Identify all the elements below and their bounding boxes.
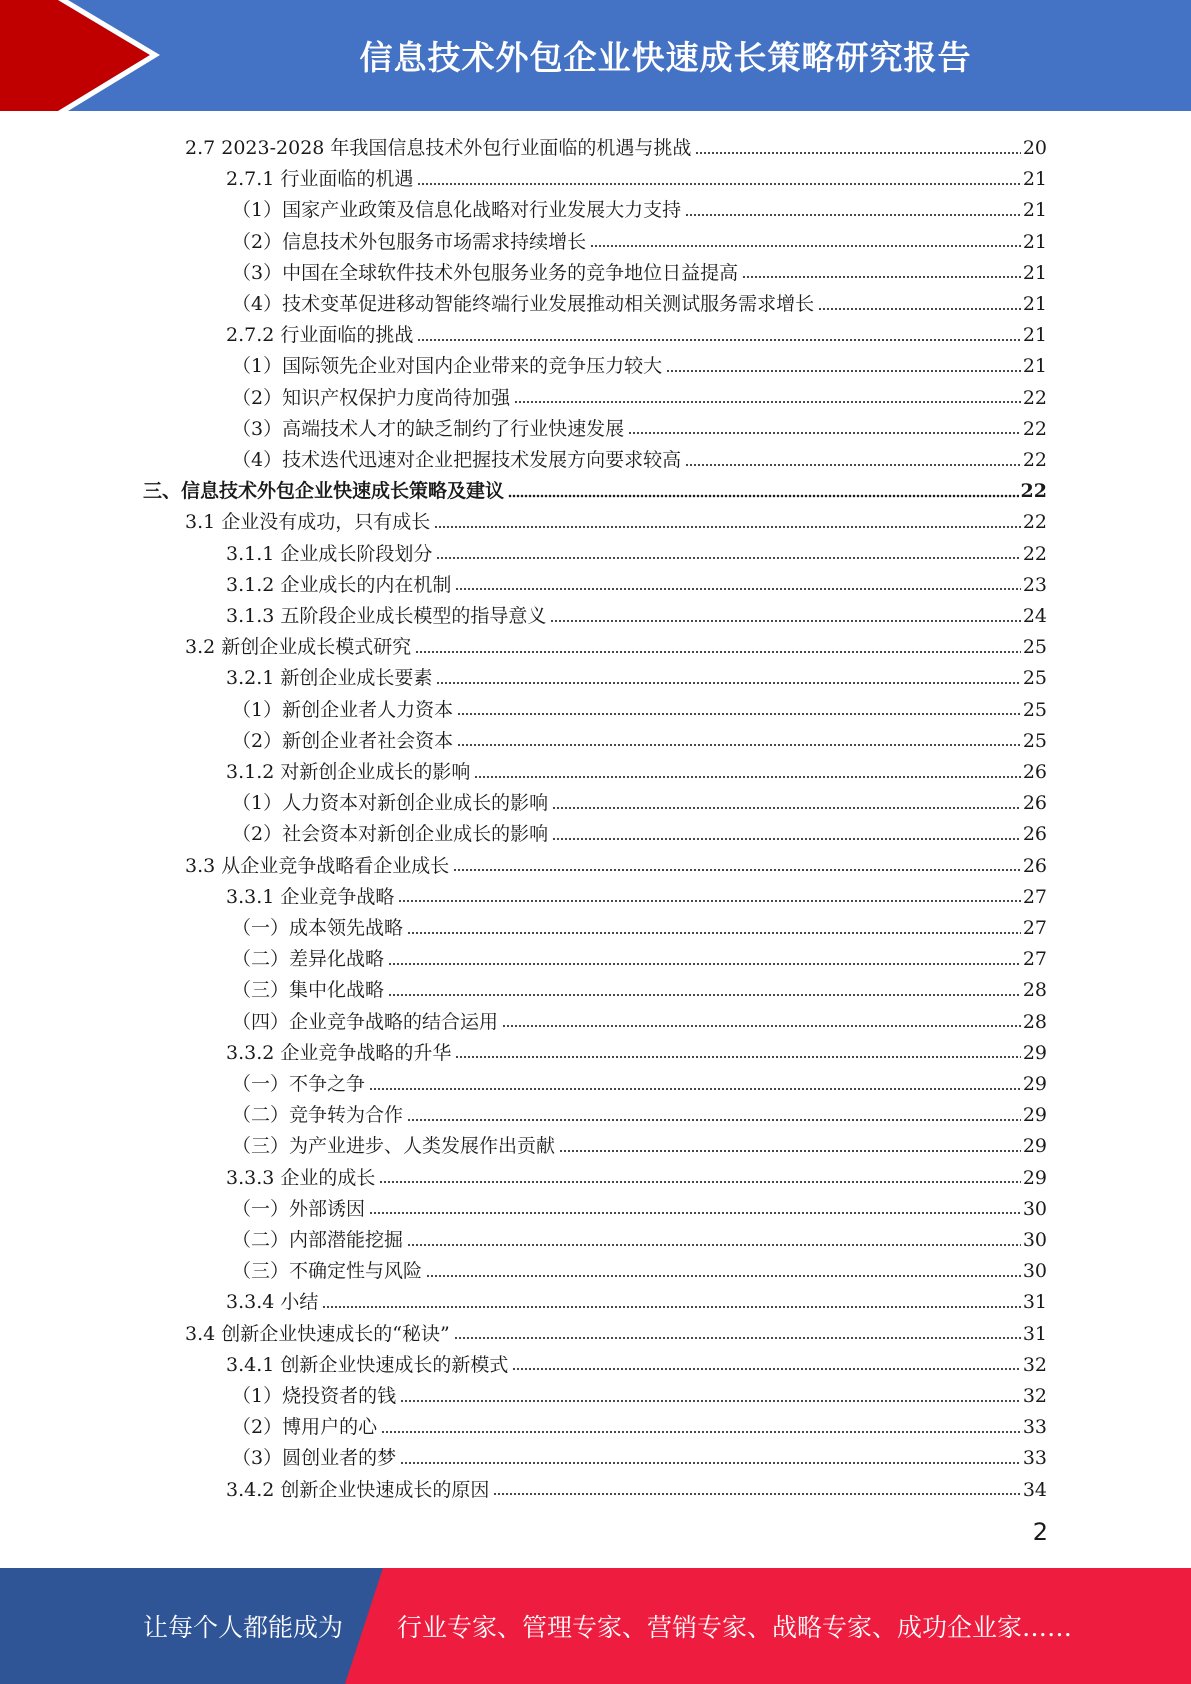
toc-entry[interactable] xyxy=(232,410,1047,441)
toc-entry-label: 3.3 从企业竞争战略看企业成长 xyxy=(185,854,450,877)
toc-dot-leader xyxy=(417,181,1020,186)
toc-dot-leader xyxy=(493,1492,1020,1497)
toc-entry-label: 三、信息技术外包企业快速成长策略及建议 xyxy=(143,480,505,503)
toc-entry-label: 3.3.1 企业竞争战略 xyxy=(226,885,395,908)
toc-dot-leader xyxy=(742,275,1021,280)
toc-entry-page: 21 xyxy=(1022,261,1047,284)
toc-entry-label: （三）为产业进步、人类发展作出贡献 xyxy=(232,1135,556,1158)
toc-dot-leader xyxy=(407,930,1021,935)
toc-entry[interactable] xyxy=(232,691,1047,722)
toc-dot-leader xyxy=(379,1180,1020,1185)
toc-entry[interactable] xyxy=(226,1159,1047,1190)
toc-dot-leader xyxy=(398,899,1020,904)
toc-entry-page: 24 xyxy=(1022,605,1047,627)
toc-entry-page: 31 xyxy=(1022,1322,1047,1345)
toc-entry-page: 21 xyxy=(1022,324,1047,347)
toc-entry-page: 28 xyxy=(1022,979,1047,1002)
toc-entry[interactable] xyxy=(232,1065,1047,1096)
toc-entry-page: 21 xyxy=(1022,230,1047,253)
red-chevron-shape xyxy=(0,0,150,111)
toc-entry[interactable] xyxy=(226,1346,1047,1377)
toc-entry-label: 3.1.2 企业成长的内在机制 xyxy=(226,573,452,596)
toc-entry-label: （2）信息技术外包服务市场需求持续增长 xyxy=(232,230,587,253)
toc-dot-leader xyxy=(502,1024,1021,1029)
toc-dot-leader xyxy=(685,462,1021,467)
toc-dot-leader xyxy=(369,1211,1021,1216)
toc-entry[interactable] xyxy=(232,1003,1047,1034)
toc-entry[interactable] xyxy=(232,1127,1047,1158)
toc-entry-page: 25 xyxy=(1022,636,1047,659)
toc-entry[interactable] xyxy=(143,472,1047,503)
toc-entry-label: （一）外部诱因 xyxy=(232,1197,366,1220)
toc-entry-label: （3）圆创业者的梦 xyxy=(232,1447,397,1470)
toc-dot-leader xyxy=(628,431,1021,436)
toc-entry[interactable] xyxy=(226,878,1047,909)
toc-entry-label: 3.3.2 企业竞争战略的升华 xyxy=(226,1041,452,1064)
toc-entry[interactable] xyxy=(232,722,1047,753)
toc-entry[interactable] xyxy=(185,129,1047,160)
toc-dot-leader xyxy=(426,1273,1021,1278)
toc-dot-leader xyxy=(407,1242,1021,1247)
toc-dot-leader xyxy=(388,992,1021,997)
toc-entry-label: （1）人力资本对新创企业成长的影响 xyxy=(232,792,549,815)
page-number: 2 xyxy=(1032,1518,1048,1546)
toc-entry-page: 31 xyxy=(1022,1291,1047,1314)
toc-entry-page: 32 xyxy=(1022,1353,1047,1376)
toc-entry[interactable] xyxy=(226,597,1047,628)
toc-entry-label: 3.2 新创企业成长模式研究 xyxy=(185,636,412,659)
toc-entry-page: 32 xyxy=(1022,1385,1047,1407)
toc-entry-label: （一）成本领先战略 xyxy=(232,917,404,939)
toc-dot-leader xyxy=(512,1367,1020,1372)
toc-entry-page: 33 xyxy=(1022,1416,1047,1439)
toc-entry[interactable] xyxy=(226,1034,1047,1065)
toc-entry-page: 29 xyxy=(1022,1073,1047,1095)
toc-entry-page: 30 xyxy=(1022,1229,1047,1251)
toc-entry-label: （一）不争之争 xyxy=(232,1073,366,1095)
toc-entry-page: 25 xyxy=(1022,698,1047,721)
toc-entry-label: （二）差异化战略 xyxy=(232,948,385,971)
toc-entry-label: 3.2.1 新创企业成长要素 xyxy=(226,667,433,690)
toc-dot-leader xyxy=(415,649,1021,654)
toc-entry[interactable] xyxy=(232,784,1047,815)
toc-entry-page: 33 xyxy=(1022,1447,1047,1470)
toc-dot-leader xyxy=(559,1148,1021,1153)
toc-dot-leader xyxy=(322,1304,1020,1309)
toc-dot-leader xyxy=(666,368,1021,373)
toc-entry-page: 29 xyxy=(1022,1166,1047,1189)
toc-entry[interactable] xyxy=(185,503,1047,534)
toc-entry-page: 21 xyxy=(1022,168,1047,191)
toc-dot-leader xyxy=(381,1429,1021,1434)
toc-dot-leader xyxy=(369,1086,1021,1091)
toc-dot-leader xyxy=(590,244,1021,249)
toc-entry-page: 27 xyxy=(1022,948,1047,971)
toc-dot-leader xyxy=(818,306,1021,311)
toc-entry-page: 20 xyxy=(1022,137,1047,159)
toc-dot-leader xyxy=(400,1398,1021,1403)
toc-entry-page: 21 xyxy=(1022,355,1047,378)
toc-entry[interactable] xyxy=(226,316,1047,347)
toc-entry[interactable] xyxy=(226,753,1047,784)
toc-entry-label: （4）技术变革促进移动智能终端行业发展推动相关测试服务需求增长 xyxy=(232,293,815,315)
toc-entry[interactable] xyxy=(226,1471,1047,1502)
toc-entry-page: 26 xyxy=(1022,761,1047,783)
toc-entry-label: 3.3.4 小结 xyxy=(226,1291,319,1314)
toc-entry-page: 26 xyxy=(1022,792,1047,815)
toc-dot-leader xyxy=(457,712,1021,717)
toc-entry[interactable] xyxy=(232,1221,1047,1252)
toc-entry[interactable] xyxy=(232,1252,1047,1283)
page-header xyxy=(0,0,1191,111)
toc-entry-label: （1）国际领先企业对国内企业带来的竞争压力较大 xyxy=(232,355,663,378)
toc-entry-label: 3.4 创新企业快速成长的“秘诀” xyxy=(185,1322,450,1345)
toc-entry-label: （二）竞争转为合作 xyxy=(232,1104,404,1127)
toc-entry-page: 28 xyxy=(1022,1010,1047,1033)
toc-dot-leader xyxy=(407,1117,1021,1122)
toc-entry[interactable] xyxy=(232,347,1047,378)
toc-dot-leader xyxy=(474,774,1020,779)
toc-entry-label: 3.4.2 创新企业快速成长的原因 xyxy=(226,1478,490,1501)
report-title: 信息技术外包企业快速成长策略研究报告 xyxy=(359,38,972,77)
toc-entry-label: （2）博用户的心 xyxy=(232,1416,378,1439)
toc-entry[interactable] xyxy=(226,535,1047,566)
toc-entry[interactable] xyxy=(185,628,1047,659)
red-chevron-icon xyxy=(0,0,160,111)
toc-entry-label: （二）内部潜能挖掘 xyxy=(232,1229,404,1251)
toc-entry-label: （1）国家产业政策及信息化战略对行业发展大力支持 xyxy=(232,199,682,222)
toc-entry[interactable] xyxy=(226,659,1047,690)
toc-entry[interactable] xyxy=(232,940,1047,971)
toc-entry-page: 22 xyxy=(1022,542,1047,565)
toc-entry-label: （2）社会资本对新创企业成长的影响 xyxy=(232,823,549,846)
toc-entry-label: （2）知识产权保护力度尚待加强 xyxy=(232,386,511,409)
toc-entry[interactable] xyxy=(232,1439,1047,1470)
toc-entry-page: 27 xyxy=(1022,885,1047,908)
footer-slogan-right: 行业专家、管理专家、营销专家、战略专家、成功企业家…… xyxy=(397,1613,1073,1642)
toc-entry[interactable] xyxy=(232,909,1047,940)
toc-entry[interactable] xyxy=(226,1283,1047,1314)
toc-dot-leader xyxy=(455,1055,1020,1060)
toc-entry-page: 30 xyxy=(1022,1197,1047,1220)
toc-dot-leader xyxy=(400,1460,1021,1465)
toc-entry-label: （4）技术迭代迅速对企业把握技术发展方向要求较高 xyxy=(232,449,682,471)
toc-dot-leader xyxy=(388,961,1021,966)
toc-dot-leader xyxy=(514,400,1021,405)
toc-dot-leader xyxy=(454,1336,1021,1341)
toc-entry-page: 34 xyxy=(1022,1478,1047,1501)
toc-dot-leader xyxy=(457,743,1021,748)
toc-entry-page: 29 xyxy=(1022,1041,1047,1064)
toc-entry-label: 3.1.3 五阶段企业成长模型的指导意义 xyxy=(226,605,547,627)
toc-entry-label: 2.7.2 行业面临的挑战 xyxy=(226,324,414,347)
toc-entry[interactable] xyxy=(185,847,1047,878)
toc-entry-page: 22 xyxy=(1020,480,1047,503)
page-footer xyxy=(0,1568,1191,1684)
footer-slogan-left: 让每个人都能成为 xyxy=(143,1613,344,1642)
toc-entry[interactable] xyxy=(232,815,1047,846)
toc-dot-leader xyxy=(434,524,1021,529)
toc-entry[interactable] xyxy=(232,254,1047,285)
toc-entry-label: （3）高端技术人才的缺乏制约了行业快速发展 xyxy=(232,417,625,440)
toc-entry-label: 2.7.1 行业面临的机遇 xyxy=(226,168,414,191)
toc-entry-page: 22 xyxy=(1022,511,1047,534)
toc-entry-page: 21 xyxy=(1022,199,1047,222)
toc-entry-label: 3.3.3 企业的成长 xyxy=(226,1166,376,1189)
toc-dot-leader xyxy=(417,337,1020,342)
toc-dot-leader xyxy=(453,868,1021,873)
toc-entry[interactable] xyxy=(232,379,1047,410)
toc-entry[interactable] xyxy=(232,285,1047,316)
toc-entry[interactable] xyxy=(232,971,1047,1002)
toc-entry-page: 30 xyxy=(1022,1260,1047,1283)
toc-entry-label: 3.4.1 创新企业快速成长的新模式 xyxy=(226,1353,509,1376)
toc-entry[interactable] xyxy=(226,566,1047,597)
toc-entry[interactable] xyxy=(232,1190,1047,1221)
toc-entry-page: 25 xyxy=(1022,667,1047,690)
toc-entry-page: 22 xyxy=(1022,449,1047,471)
toc-entry-page: 26 xyxy=(1022,823,1047,846)
toc-entry-page: 26 xyxy=(1022,854,1047,877)
toc-entry-page: 21 xyxy=(1022,293,1047,315)
toc-dot-leader xyxy=(550,618,1020,623)
toc-dot-leader xyxy=(695,150,1020,155)
toc-dot-leader xyxy=(685,212,1021,217)
toc-entry-label: 3.1.1 企业成长阶段划分 xyxy=(226,542,433,565)
toc-entry-page: 25 xyxy=(1022,729,1047,752)
toc-entry-label: （三）不确定性与风险 xyxy=(232,1260,423,1283)
toc-entry-label: （2）新创企业者社会资本 xyxy=(232,729,454,752)
toc-entry[interactable] xyxy=(232,441,1047,472)
toc-entry-page: 22 xyxy=(1022,386,1047,409)
toc-dot-leader xyxy=(436,680,1020,685)
toc-entry[interactable] xyxy=(232,1408,1047,1439)
toc-entry-label: 2.7 2023-2028 年我国信息技术外包行业面临的机遇与挑战 xyxy=(185,137,692,159)
toc-entry-page: 29 xyxy=(1022,1104,1047,1127)
toc-entry-label: 3.1 企业没有成功，只有成长 xyxy=(185,511,431,534)
toc-entry[interactable] xyxy=(232,1096,1047,1127)
toc-entry[interactable] xyxy=(232,223,1047,254)
toc-entry-page: 29 xyxy=(1022,1135,1047,1158)
toc-entry-label: （1）烧投资者的钱 xyxy=(232,1385,397,1407)
toc-entry[interactable] xyxy=(226,160,1047,191)
toc-entry-label: （3）中国在全球软件技术外包服务业务的竞争地位日益提高 xyxy=(232,261,739,284)
toc-entry-label: （三）集中化战略 xyxy=(232,979,385,1002)
toc-entry-page: 23 xyxy=(1022,573,1047,596)
toc-dot-leader xyxy=(508,493,1019,498)
toc-dot-leader xyxy=(455,587,1020,592)
toc-entry-page: 27 xyxy=(1022,917,1047,939)
toc-entry-label: （1）新创企业者人力资本 xyxy=(232,698,454,721)
toc-entry[interactable] xyxy=(232,191,1047,222)
toc-entry-page: 22 xyxy=(1022,417,1047,440)
toc-entry-label: 3.1.2 对新创企业成长的影响 xyxy=(226,761,471,783)
toc-entry[interactable] xyxy=(185,1315,1047,1346)
toc-dot-leader xyxy=(552,836,1021,841)
toc-dot-leader xyxy=(436,556,1020,561)
toc-entry-label: （四）企业竞争战略的结合运用 xyxy=(232,1010,499,1033)
toc-dot-leader xyxy=(552,805,1021,810)
toc-entry[interactable] xyxy=(232,1377,1047,1408)
